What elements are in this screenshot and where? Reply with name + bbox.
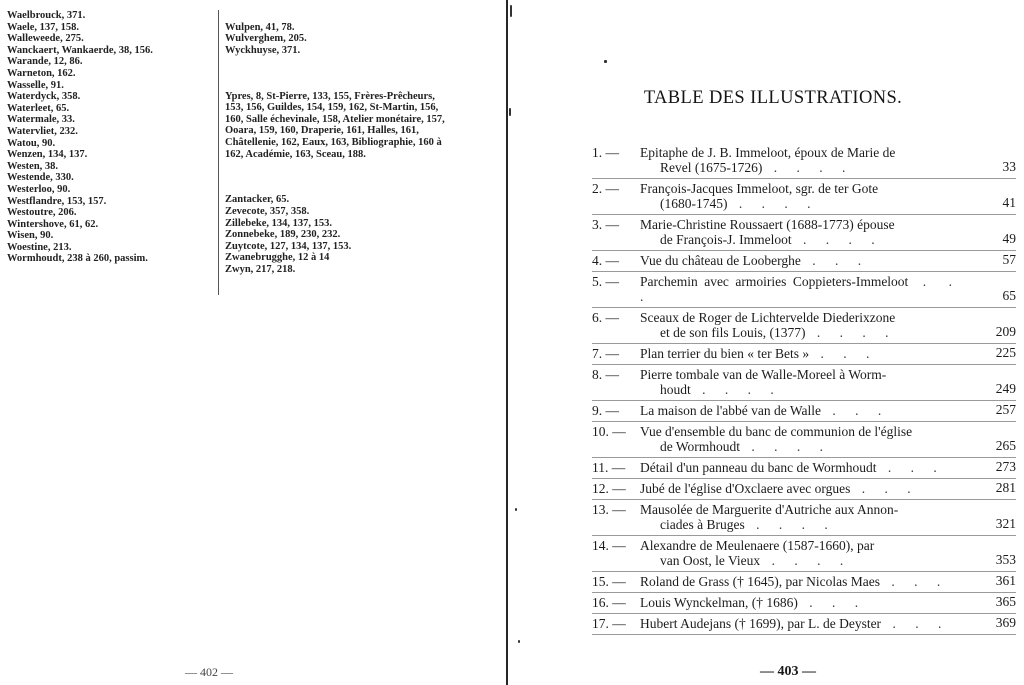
scan-speck bbox=[604, 60, 607, 63]
caption-line: Détail d'un panneau du banc de Wormhoudt bbox=[640, 460, 877, 475]
index-entry: Waterdyck, 358. bbox=[7, 91, 81, 103]
illustration-caption bbox=[640, 253, 960, 268]
illustration-entry bbox=[592, 344, 1016, 365]
caption-line: La maison de l'abbé van de Walle bbox=[640, 403, 822, 418]
caption-line: Epitaphe de J. B. Immeloot, époux de Marie de bbox=[640, 145, 896, 160]
leader-dots: . . . bbox=[821, 403, 890, 418]
book-gutter bbox=[506, 0, 508, 685]
caption-continuation bbox=[640, 196, 960, 211]
illustration-caption bbox=[640, 403, 960, 418]
index-entry: Wisen, 90. bbox=[7, 230, 54, 242]
illustration-number: 6. — bbox=[592, 310, 619, 325]
index-entry: Westende, 330. bbox=[7, 172, 74, 184]
index-entry: Westen, 38. bbox=[7, 160, 59, 172]
leader-dots: . . . bbox=[640, 274, 960, 304]
illustration-page: 369 bbox=[995, 615, 1016, 630]
illustration-entry bbox=[592, 572, 1016, 593]
illustration-entry bbox=[592, 215, 1016, 251]
right-page-number: — 403 — bbox=[760, 664, 816, 679]
caption-continuation bbox=[640, 382, 960, 397]
illustration-entry bbox=[592, 593, 1016, 614]
caption-line: houdt bbox=[660, 382, 691, 397]
scan-speck bbox=[515, 508, 517, 511]
illustration-number: 16. — bbox=[592, 595, 626, 610]
index-entry: Waelbrouck, 371. bbox=[7, 10, 86, 21]
caption-line: Hubert Audejans († 1699), par L. de Deyster bbox=[640, 616, 882, 631]
illustration-entry bbox=[592, 308, 1016, 344]
leader-dots: . . . . bbox=[762, 160, 854, 175]
leader-dots: . . . . bbox=[791, 232, 883, 247]
illustration-number: 2. — bbox=[592, 181, 619, 196]
illustration-entry bbox=[592, 401, 1016, 422]
leader-dots: . . . . bbox=[760, 553, 852, 568]
caption-line: van Oost, le Vieux bbox=[660, 553, 761, 568]
leader-dots: . . . bbox=[809, 346, 878, 361]
scan-speck bbox=[509, 108, 511, 116]
page-title: TABLE DES ILLUSTRATIONS. bbox=[643, 88, 903, 108]
index-entry: Warneton, 162. bbox=[7, 67, 76, 79]
index-spacer bbox=[225, 172, 445, 183]
index-entry-ypres: Ypres, 8, St-Pierre, 133, 155, Frères-Prêcheurs, 153, 156, Guildes, 154, 159, 162, St-Martin, 156, 160, Salle échevinale, 158, Atelier monétaire, 157, Ooara, 159, 160, Draperie, 161, Halles, 161, Châtellenie, 162, Eaux, 163, Bibliographie, 160 à 162, Académie, 163, Sceau, 188. bbox=[225, 90, 445, 160]
caption-line: ciades à Bruges bbox=[660, 517, 745, 532]
illustration-page: 57 bbox=[1002, 252, 1016, 267]
index-spacer bbox=[225, 68, 445, 79]
illustration-page: 353 bbox=[995, 552, 1016, 567]
illustration-page: 65 bbox=[1002, 288, 1016, 303]
caption-continuation bbox=[640, 439, 960, 454]
caption-line: Plan terrier du bien « ter Bets » bbox=[640, 346, 810, 361]
caption-line: Alexandre de Meulenaere (1587-1660), par bbox=[640, 538, 875, 553]
illustration-page: 361 bbox=[995, 573, 1016, 588]
illustration-number: 10. — bbox=[592, 424, 626, 439]
caption-line: de François-J. Immeloot bbox=[660, 232, 792, 247]
illustration-entry bbox=[592, 143, 1016, 179]
illustration-entry bbox=[592, 251, 1016, 272]
caption-line: Jubé de l'église d'Oxclaere avec orgues bbox=[640, 481, 851, 496]
illustration-page: 41 bbox=[1002, 195, 1016, 210]
leader-dots: . . . bbox=[876, 460, 945, 475]
index-column-2 bbox=[218, 10, 445, 295]
left-page-number: — 402 — bbox=[185, 665, 233, 679]
caption-continuation bbox=[640, 553, 960, 568]
caption-continuation bbox=[640, 160, 960, 175]
illustration-page: 265 bbox=[995, 438, 1016, 453]
index-entry: Wintershove, 61, 62. bbox=[7, 218, 99, 230]
illustration-entry bbox=[592, 479, 1016, 500]
illustration-page: 257 bbox=[995, 402, 1016, 417]
illustration-caption bbox=[640, 574, 960, 589]
illustration-caption bbox=[640, 274, 960, 304]
caption-line: et de son fils Louis, (1377) bbox=[660, 325, 806, 340]
leader-dots: . . . bbox=[881, 616, 950, 631]
illustration-number: 1. — bbox=[592, 145, 619, 160]
illustration-caption bbox=[640, 538, 960, 568]
index-entry: Zonnebeke, 189, 230, 232. bbox=[225, 229, 341, 241]
illustrations-table bbox=[592, 143, 1016, 635]
illustration-caption bbox=[640, 460, 960, 475]
illustration-entry bbox=[592, 179, 1016, 215]
illustration-page: 209 bbox=[995, 324, 1016, 339]
illustration-caption bbox=[640, 616, 960, 631]
illustration-number: 11. — bbox=[592, 460, 626, 475]
leader-dots: . . . bbox=[797, 595, 867, 610]
illustration-caption bbox=[640, 181, 960, 211]
illustration-entry bbox=[592, 536, 1016, 572]
caption-continuation bbox=[640, 232, 960, 247]
caption-line: (1680-1745) bbox=[660, 196, 728, 211]
illustration-page: 33 bbox=[1002, 159, 1016, 174]
index-entry: Wormhoudt, 238 à 260, passim. bbox=[7, 253, 148, 265]
index-entry: Zillebeke, 134, 137, 153. bbox=[225, 217, 333, 229]
illustration-page: 49 bbox=[1002, 231, 1016, 246]
index-entry: Wyckhuyse, 371. bbox=[225, 44, 301, 56]
illustration-caption bbox=[640, 310, 960, 340]
illustration-page: 281 bbox=[995, 480, 1016, 495]
index-entry: Wanckaert, Wankaerde, 38, 156. bbox=[7, 44, 153, 56]
caption-continuation bbox=[640, 325, 960, 340]
scan-speck bbox=[518, 640, 520, 643]
caption-line: Louis Wynckelman, († 1686) bbox=[640, 595, 798, 610]
caption-line: François-Jacques Immeloot, sgr. de ter Gote bbox=[640, 181, 879, 196]
caption-line: Vue d'ensemble du banc de communion de l'église bbox=[640, 424, 913, 439]
illustration-number: 13. — bbox=[592, 502, 626, 517]
illustration-caption bbox=[640, 481, 960, 496]
caption-line: Revel (1675-1726) bbox=[660, 160, 763, 175]
illustration-number: 3. — bbox=[592, 217, 619, 232]
illustration-number: 15. — bbox=[592, 574, 626, 589]
index-entry: Wulverghem, 205. bbox=[225, 33, 307, 45]
illustration-number: 17. — bbox=[592, 616, 626, 631]
illustration-number: 4. — bbox=[592, 253, 619, 268]
illustration-caption bbox=[640, 502, 960, 532]
leader-dots: . . . . bbox=[744, 517, 836, 532]
illustration-caption bbox=[640, 595, 960, 610]
caption-line: Roland de Grass († 1645), par Nicolas Maes bbox=[640, 574, 880, 589]
illustration-entry bbox=[592, 272, 1016, 308]
index-entry: Wulpen, 41, 78. bbox=[225, 21, 295, 33]
index-block-z bbox=[225, 194, 445, 275]
index-entry: Zevecote, 357, 358. bbox=[225, 205, 310, 217]
leader-dots: . . . . bbox=[690, 382, 782, 397]
leader-dots: . . . bbox=[879, 574, 949, 589]
illustration-page: 365 bbox=[995, 594, 1016, 609]
index-entry: Westflandre, 153, 157. bbox=[7, 195, 107, 207]
index-entry: Wenzen, 134, 137. bbox=[7, 149, 88, 161]
index-entry: Wasselle, 91. bbox=[7, 79, 64, 91]
leader-dots: . . . bbox=[850, 481, 919, 496]
illustration-caption bbox=[640, 424, 960, 454]
index-entry: Walleweede, 275. bbox=[7, 33, 84, 45]
illustration-caption bbox=[640, 367, 960, 397]
illustration-caption bbox=[640, 145, 960, 175]
leader-dots: . . . . bbox=[805, 325, 897, 340]
index-entry: Westerloo, 90. bbox=[7, 183, 71, 195]
index-entry: Zwyn, 217, 218. bbox=[225, 263, 296, 275]
index-column-1 bbox=[7, 10, 207, 265]
illustration-entry bbox=[592, 500, 1016, 536]
index-entry: Woestine, 213. bbox=[7, 241, 72, 253]
index-entry: Watou, 90. bbox=[7, 137, 56, 149]
illustration-caption bbox=[640, 217, 960, 247]
illustration-number: 8. — bbox=[592, 367, 619, 382]
leader-dots: . . . bbox=[800, 253, 870, 268]
illustration-entry bbox=[592, 365, 1016, 401]
caption-line: Mausolée de Marguerite d'Autriche aux Annon- bbox=[640, 502, 899, 517]
index-entry: Zuytcote, 127, 134, 137, 153. bbox=[225, 240, 352, 252]
index-block-w bbox=[225, 22, 445, 57]
caption-line: de Wormhoudt bbox=[660, 439, 741, 454]
leader-dots: . . . . bbox=[740, 439, 832, 454]
caption-line: Marie-Christine Roussaert (1688-1773) épouse bbox=[640, 217, 895, 232]
caption-line: Pierre tombale van de Walle-Moreel à Worm- bbox=[640, 367, 887, 382]
caption-line: Vue du château de Looberghe bbox=[640, 253, 801, 268]
caption-line: Parchemin avec armoiries Coppieters-Immeloot bbox=[640, 274, 909, 289]
illustration-caption bbox=[640, 346, 960, 361]
illustration-page: 249 bbox=[995, 381, 1016, 396]
illustration-number: 7. — bbox=[592, 346, 619, 361]
illustration-entry bbox=[592, 614, 1016, 635]
index-entry: Westoutre, 206. bbox=[7, 207, 77, 219]
illustration-page: 225 bbox=[995, 345, 1016, 360]
illustration-number: 14. — bbox=[592, 538, 626, 553]
leader-dots: . . . . bbox=[727, 196, 819, 211]
illustration-number: 9. — bbox=[592, 403, 619, 418]
index-entry: Waterleet, 65. bbox=[7, 102, 70, 114]
illustration-page: 273 bbox=[995, 459, 1016, 474]
index-entry: Watervliet, 232. bbox=[7, 125, 78, 137]
index-entry: Warande, 12, 86. bbox=[7, 56, 83, 68]
caption-continuation bbox=[640, 517, 960, 532]
illustration-page: 321 bbox=[995, 516, 1016, 531]
index-entry: Watermale, 33. bbox=[7, 114, 75, 126]
illustration-number: 12. — bbox=[592, 481, 626, 496]
illustration-entry bbox=[592, 422, 1016, 458]
caption-line: Sceaux de Roger de Lichtervelde Diederixzone bbox=[640, 310, 896, 325]
scan-speck bbox=[510, 5, 512, 17]
index-entry: Waele, 137, 158. bbox=[7, 21, 80, 33]
illustration-number: 5. — bbox=[592, 274, 619, 289]
illustration-entry bbox=[592, 458, 1016, 479]
index-entry: Zantacker, 65. bbox=[225, 194, 290, 206]
index-entry: Zwanebrugghe, 12 à 14 bbox=[225, 252, 330, 264]
